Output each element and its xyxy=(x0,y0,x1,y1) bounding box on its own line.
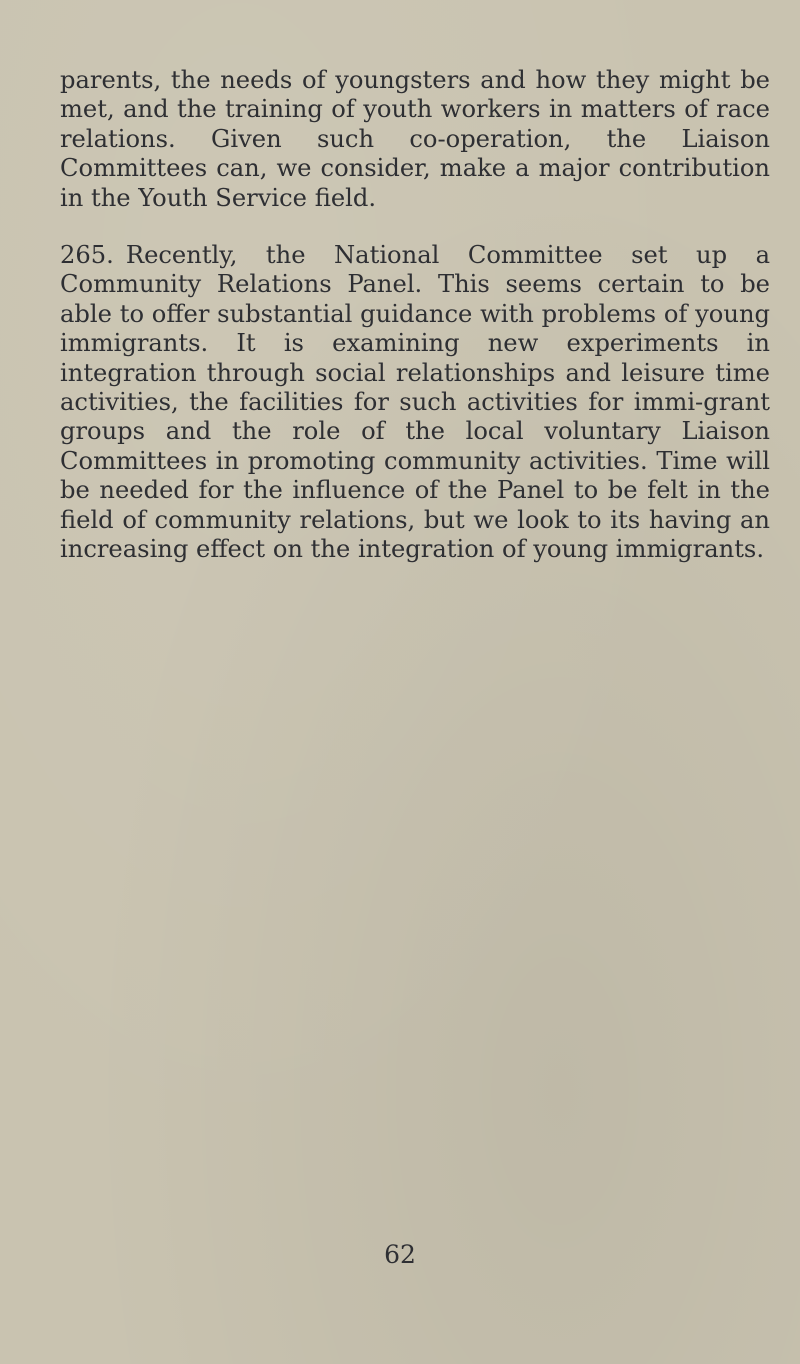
page-number: 62 xyxy=(384,1240,416,1269)
paragraph-number: 265. xyxy=(60,241,114,270)
paragraph-265 xyxy=(60,241,770,564)
paragraph-continuation xyxy=(60,66,770,213)
paragraph-text: parents, the needs of youngsters and how they might be met, and the training of youth workers in matters of race relations. Given such co-operation, the Liaison Committees can, we consider, make a major contribution in the Youth Service field. xyxy=(60,66,770,212)
body-text xyxy=(60,66,770,565)
paragraph-text: Recently, the National Committee set up a Community Relations Panel. This seems certain to be able to offer substantial guidance with problems of young immigrants. It is examining new experiments in integration through social relationships and leisure time activities, the facilities for such activities for immi-grant groups and the role of the local voluntary Liaison Committees in promoting community activities. Time will be needed for the influence of the Panel to be felt in the field of community relations, but we look to its having an increasing effect on the integration of young immigrants. xyxy=(60,241,770,564)
